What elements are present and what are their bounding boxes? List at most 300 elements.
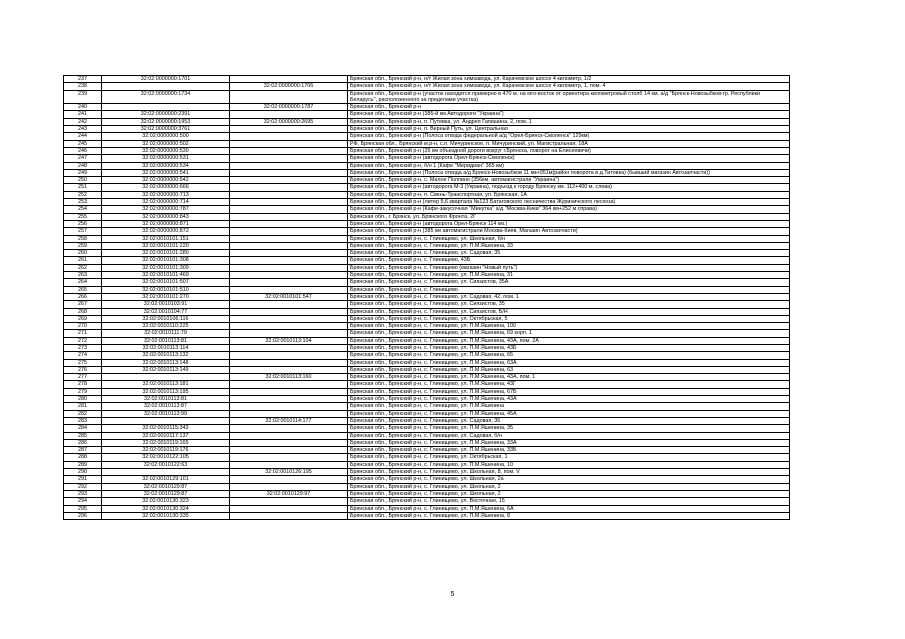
- linked-cadastral-number-cell: [230, 228, 348, 235]
- table-row: [64, 469, 790, 476]
- row-number-cell: 286: [64, 439, 102, 446]
- address-cell: Брянская обл., Брянский р-н, б/н 1 (Кафе "Меридиан" 365 км): [348, 162, 790, 169]
- table-row: [64, 461, 790, 468]
- table-row: [64, 396, 790, 403]
- cadastral-number-cell: 32:02:0010111:79: [102, 330, 230, 337]
- row-number-cell: 244: [64, 133, 102, 140]
- row-number-cell: 241: [64, 111, 102, 118]
- table-row: [64, 432, 790, 439]
- cadastral-number-cell: 32:02:0000000:843: [102, 213, 230, 220]
- linked-cadastral-number-cell: [230, 133, 348, 140]
- address-cell: Брянская обл., Брянский р-н (литер 5,6 квартала №123 Батаговского лесничества Журиничского лесхоза): [348, 199, 790, 206]
- table-row: [64, 83, 790, 90]
- address-cell: Брянская обл., Брянский р-н, с. Глинищево, ул. Сиязистов, 35А: [348, 279, 790, 286]
- address-cell: Брянская обл., Брянский р-н, с. Глинищево, ул. П.М.Яшенина, 8: [348, 512, 790, 519]
- linked-cadastral-number-cell: [230, 111, 348, 118]
- address-cell: Брянская обл., Брянский р-н (Полоса отвода а/д Брянск-Новозыбков 11 км+951м(район поворота в д.Титовка) (бывший магазин Автозапчасти)): [348, 169, 790, 176]
- registry-table-body: [64, 76, 790, 520]
- table-row: [64, 308, 790, 315]
- cadastral-number-cell: [102, 417, 230, 424]
- row-number-cell: 263: [64, 272, 102, 279]
- address-cell: Брянская обл., Брянский р-н, с. Глинищево, 43Б: [348, 257, 790, 264]
- cadastral-number-cell: 32:02:0000000:872: [102, 228, 230, 235]
- address-cell: Брянская обл., Брянский р-н (участок находится примерно в 470 м. на юго-восток от ориентира километровый столб 14 км. а/д "Брянск-Новозыбков-гр. Республики Беларусь", расположенного за пределами участка): [348, 90, 790, 104]
- cadastral-number-cell: 32:02:0010101:280: [102, 250, 230, 257]
- cadastral-number-cell: 32:02:0010115:343: [102, 425, 230, 432]
- row-number-cell: 250: [64, 177, 102, 184]
- linked-cadastral-number-cell: [230, 344, 348, 351]
- linked-cadastral-number-cell: 32:02:0000000:2695: [230, 118, 348, 125]
- row-number-cell: 239: [64, 90, 102, 104]
- table-row: [64, 169, 790, 176]
- table-row: [64, 184, 790, 191]
- row-number-cell: 242: [64, 118, 102, 125]
- cadastral-number-cell: 32:02:0010104:77: [102, 308, 230, 315]
- row-number-cell: 281: [64, 403, 102, 410]
- cadastral-number-cell: 32:02:0010101:151: [102, 235, 230, 242]
- table-row: [64, 147, 790, 154]
- cadastral-number-cell: 32:02:0000000:541: [102, 169, 230, 176]
- linked-cadastral-number-cell: [230, 461, 348, 468]
- row-number-cell: 285: [64, 432, 102, 439]
- table-row: [64, 264, 790, 271]
- linked-cadastral-number-cell: [230, 169, 348, 176]
- linked-cadastral-number-cell: 32:02:0010113:104: [230, 337, 348, 344]
- linked-cadastral-number-cell: 32:02:0000000:1787: [230, 104, 348, 111]
- cadastral-number-cell: 32:02:0010113:87: [102, 403, 230, 410]
- address-cell: Брянская обл., Брянский р-н, с. Глинищево, ул. П.М.Яшенина, 43А: [348, 396, 790, 403]
- table-row: [64, 476, 790, 483]
- address-cell: Брянская обл., Брянский р-н, с. Глинищево, ул. П.М.Яшенина, 35: [348, 425, 790, 432]
- linked-cadastral-number-cell: [230, 147, 348, 154]
- address-cell: Брянская обл., Брянский р-н (Полоса отвода федеральной а/д "Орел-Брянск-Смоленск" 129км): [348, 133, 790, 140]
- cadastral-number-cell: 32:02:0010113:132: [102, 352, 230, 359]
- cadastral-number-cell: 32:02:0010101:510: [102, 286, 230, 293]
- linked-cadastral-number-cell: [230, 315, 348, 322]
- table-row: [64, 191, 790, 198]
- cadastral-number-cell: 32:02:0000000:1953: [102, 118, 230, 125]
- row-number-cell: 269: [64, 315, 102, 322]
- cadastral-number-cell: [102, 104, 230, 111]
- linked-cadastral-number-cell: [230, 432, 348, 439]
- table-row: [64, 344, 790, 351]
- linked-cadastral-number-cell: [230, 403, 348, 410]
- address-cell: Брянская обл., Брянский р-н, п. Путевка, ул. Андрея Гапишина, 2, пом. 1: [348, 118, 790, 125]
- cadastral-number-cell: [102, 83, 230, 90]
- cadastral-number-cell: 32:02:0000000:1734: [102, 90, 230, 104]
- linked-cadastral-number-cell: [230, 206, 348, 213]
- row-number-cell: 289: [64, 461, 102, 468]
- linked-cadastral-number-cell: [230, 308, 348, 315]
- linked-cadastral-number-cell: 32:02:0010101:547: [230, 293, 348, 300]
- cadastral-number-cell: 32:02:0000000:2391: [102, 111, 230, 118]
- address-cell: Брянская обл., Брянский р-н, с. Глинищево, ул. Садовая, 35: [348, 250, 790, 257]
- cadastral-number-cell: 32:02:0010106:116: [102, 315, 230, 322]
- linked-cadastral-number-cell: [230, 381, 348, 388]
- row-number-cell: 261: [64, 257, 102, 264]
- address-cell: Брянская обл., Брянский р-н, с. Глинищево, ул. Сиязистов, Б/Н: [348, 308, 790, 315]
- table-row: [64, 90, 790, 104]
- cadastral-number-cell: 32:02:0010101:270: [102, 293, 230, 300]
- table-row: [64, 403, 790, 410]
- row-number-cell: 257: [64, 228, 102, 235]
- table-row: [64, 213, 790, 220]
- table-row: [64, 483, 790, 490]
- table-row: [64, 126, 790, 133]
- table-row: [64, 257, 790, 264]
- table-row: [64, 417, 790, 424]
- linked-cadastral-number-cell: [230, 264, 348, 271]
- linked-cadastral-number-cell: [230, 330, 348, 337]
- linked-cadastral-number-cell: [230, 301, 348, 308]
- cadastral-number-cell: 32:02:0010101:220: [102, 242, 230, 249]
- row-number-cell: 251: [64, 184, 102, 191]
- cadastral-number-cell: 32:02:0010110:225: [102, 323, 230, 330]
- linked-cadastral-number-cell: [230, 359, 348, 366]
- cadastral-number-cell: 32:02:0010113:149: [102, 366, 230, 373]
- table-row: [64, 220, 790, 227]
- cadastral-number-cell: 32:02:0000000:666: [102, 184, 230, 191]
- row-number-cell: 262: [64, 264, 102, 271]
- linked-cadastral-number-cell: 32:02:0010126:195: [230, 469, 348, 476]
- cadastral-number-cell: 32:02:0000000:713: [102, 191, 230, 198]
- linked-cadastral-number-cell: 32:02:0010114:177: [230, 417, 348, 424]
- linked-cadastral-number-cell: [230, 279, 348, 286]
- row-number-cell: 288: [64, 454, 102, 461]
- row-number-cell: 268: [64, 308, 102, 315]
- row-number-cell: 243: [64, 126, 102, 133]
- address-cell: Брянская обл., Брянский р-н, с. Глинищево, ул. Октябрьская, 5: [348, 315, 790, 322]
- row-number-cell: 292: [64, 483, 102, 490]
- linked-cadastral-number-cell: [230, 366, 348, 373]
- linked-cadastral-number-cell: [230, 257, 348, 264]
- linked-cadastral-number-cell: [230, 126, 348, 133]
- table-row: [64, 235, 790, 242]
- address-cell: Брянская обл., Брянский р-н, с. Глинищево, ул. Садовая, 36: [348, 417, 790, 424]
- address-cell: Брянская обл., Брянский р-н, с. Глинищево, ул. П.М.Яшенина: [348, 403, 790, 410]
- table-row: [64, 111, 790, 118]
- address-cell: Брянская обл., Брянский р-н, с. Глинищево, ул. П.М.Яшенина, 43А, пом. 1: [348, 374, 790, 381]
- table-row: [64, 118, 790, 125]
- address-cell: Брянская обл., Брянский р-н, н/т Жилая зона химзавода, ул. Карачевское шоссе 4 километр, 1/2: [348, 76, 790, 83]
- cadastral-number-cell: 32:02:0010117:137: [102, 432, 230, 439]
- table-row: [64, 140, 790, 147]
- cadastral-number-cell: 32:02:0010130:335: [102, 512, 230, 519]
- address-cell: Брянская обл., Брянский р-н, с. Глинищево, ул. П.М.Яшенина, 43А, пом. 2А: [348, 337, 790, 344]
- linked-cadastral-number-cell: [230, 140, 348, 147]
- row-number-cell: 249: [64, 169, 102, 176]
- cadastral-number-cell: 32:02:0010113:99: [102, 410, 230, 417]
- table-row: [64, 242, 790, 249]
- table-row: [64, 447, 790, 454]
- table-row: [64, 512, 790, 519]
- row-number-cell: 290: [64, 469, 102, 476]
- address-cell: Брянская обл., Брянский р-н, с. Глинищево, ул. П.М.Яшенина, 67Б: [348, 388, 790, 395]
- cadastral-number-cell: 32:02:0000000:500: [102, 133, 230, 140]
- linked-cadastral-number-cell: [230, 90, 348, 104]
- address-cell: Брянская обл., Брянский р-н, с. Глинищево: [348, 286, 790, 293]
- cadastral-number-cell: 32:02:0010113:148: [102, 359, 230, 366]
- registry-table-container: [63, 75, 789, 520]
- table-row: [64, 410, 790, 417]
- row-number-cell: 264: [64, 279, 102, 286]
- address-cell: Брянская обл., Брянский р-н, с. Глинищево, ул. Школьная, б/н: [348, 235, 790, 242]
- table-row: [64, 315, 790, 322]
- row-number-cell: 254: [64, 206, 102, 213]
- address-cell: Брянская обл., Брянский р-н, с. Глинищево, ул. Школьная, 8, пом. V: [348, 469, 790, 476]
- row-number-cell: 259: [64, 242, 102, 249]
- row-number-cell: 256: [64, 220, 102, 227]
- address-cell: Брянская обл., Брянский р-н, с. Малое Полпино (356км. автомагистрали "Украина"): [348, 177, 790, 184]
- row-number-cell: 278: [64, 381, 102, 388]
- address-cell: Брянская обл., Брянский р-н (385-й км Автодороги "Украина"): [348, 111, 790, 118]
- linked-cadastral-number-cell: [230, 191, 348, 198]
- linked-cadastral-number-cell: [230, 220, 348, 227]
- table-row: [64, 439, 790, 446]
- cadastral-number-cell: 32:02:0000000:787: [102, 206, 230, 213]
- address-cell: Брянская обл., Брянский р-н, с. Глинищево, ул. П.М.Яшенина, 63А: [348, 359, 790, 366]
- row-number-cell: 296: [64, 512, 102, 519]
- address-cell: Брянская обл., Брянский р-н, с. Глинищево, ул. П.М.Яшенина, 6А: [348, 505, 790, 512]
- cadastral-number-cell: 32:02:0010129:101: [102, 476, 230, 483]
- row-number-cell: 295: [64, 505, 102, 512]
- linked-cadastral-number-cell: [230, 162, 348, 169]
- table-row: [64, 323, 790, 330]
- cadastral-number-cell: 32:02:0010122:105: [102, 454, 230, 461]
- linked-cadastral-number-cell: [230, 388, 348, 395]
- cadastral-number-cell: 32:02:0010122:63: [102, 461, 230, 468]
- row-number-cell: 293: [64, 490, 102, 497]
- address-cell: Брянская обл., Брянский р-н (26 км объездной дороги вокруг г.Брянска, поворот на Елисеевичи): [348, 147, 790, 154]
- row-number-cell: 246: [64, 147, 102, 154]
- row-number-cell: 267: [64, 301, 102, 308]
- row-number-cell: 273: [64, 344, 102, 351]
- row-number-cell: 291: [64, 476, 102, 483]
- linked-cadastral-number-cell: [230, 199, 348, 206]
- linked-cadastral-number-cell: [230, 410, 348, 417]
- table-row: [64, 228, 790, 235]
- linked-cadastral-number-cell: [230, 184, 348, 191]
- row-number-cell: 283: [64, 417, 102, 424]
- row-number-cell: 282: [64, 410, 102, 417]
- table-row: [64, 301, 790, 308]
- table-row: [64, 490, 790, 497]
- address-cell: Брянская обл., Брянский р-н, с. Глинищево, ул. П.М.Яшенина, 100: [348, 323, 790, 330]
- address-cell: Брянская обл., Брянский р-н (385 км автомагистрали Москва-Киев, Магазин Автозапчасти): [348, 228, 790, 235]
- linked-cadastral-number-cell: [230, 498, 348, 505]
- cadastral-number-cell: 32:02:0010101:308: [102, 257, 230, 264]
- linked-cadastral-number-cell: [230, 323, 348, 330]
- table-row: [64, 330, 790, 337]
- address-cell: Брянская обл., Брянский р-н, с. Глинищево, ул. П.М.Яшенина, 33А: [348, 439, 790, 446]
- cadastral-number-cell: 32:02:0000000:714: [102, 199, 230, 206]
- table-row: [64, 388, 790, 395]
- cadastral-number-cell: 32:02:0000000:502: [102, 140, 230, 147]
- address-cell: Брянская обл., Брянский р-н, н/т Жилая зона химзавода, ул. Карачевское шоссе 4 километр, 1, пом. 4: [348, 83, 790, 90]
- address-cell: РФ, Брянская обл., Брянский м.р-н, с.п. Мичуринское, п. Мичуринский, ул. Магистральная, 18А: [348, 140, 790, 147]
- table-row: [64, 133, 790, 140]
- address-cell: Брянская обл., Брянский р-н, с. Глинищево, ул. П.М.Яшенина, 63: [348, 366, 790, 373]
- address-cell: Брянская обл., Брянский р-н (Кафе-закусочная "Минутка" а/д "Москва-Киев" 364 км+252 м справа): [348, 206, 790, 213]
- table-row: [64, 104, 790, 111]
- page-number: 5: [450, 591, 455, 598]
- row-number-cell: 277: [64, 374, 102, 381]
- table-row: [64, 425, 790, 432]
- cadastral-number-cell: 32:02:0000000:531: [102, 155, 230, 162]
- address-cell: Брянская обл., Брянский р-н, с. Глинищево, ул. Восточная, 15: [348, 498, 790, 505]
- row-number-cell: 280: [64, 396, 102, 403]
- row-number-cell: 252: [64, 191, 102, 198]
- table-row: [64, 286, 790, 293]
- row-number-cell: 287: [64, 447, 102, 454]
- cadastral-number-cell: 32:02:0010113:81: [102, 337, 230, 344]
- row-number-cell: 240: [64, 104, 102, 111]
- table-row: [64, 177, 790, 184]
- cadastral-number-cell: 32:02:0010113:81: [102, 396, 230, 403]
- cadastral-number-cell: 32:02:0000000:534: [102, 162, 230, 169]
- linked-cadastral-number-cell: [230, 213, 348, 220]
- table-row: [64, 381, 790, 388]
- linked-cadastral-number-cell: 32:02:0010113:160: [230, 374, 348, 381]
- row-number-cell: 276: [64, 366, 102, 373]
- address-cell: Брянская обл., Брянский р-н, с. Глинищево, ул. П.М.Яшенина, 10: [348, 461, 790, 468]
- cadastral-number-cell: 32:02:0010119:165: [102, 439, 230, 446]
- cadastral-number-cell: 32:02:0010130:323: [102, 498, 230, 505]
- linked-cadastral-number-cell: [230, 242, 348, 249]
- row-number-cell: 271: [64, 330, 102, 337]
- cadastral-number-cell: 32:02:0010113:195: [102, 388, 230, 395]
- cadastral-number-cell: 32:02:0010119:176: [102, 447, 230, 454]
- table-row: [64, 374, 790, 381]
- cadastral-number-cell: [102, 374, 230, 381]
- table-row: [64, 162, 790, 169]
- linked-cadastral-number-cell: [230, 286, 348, 293]
- linked-cadastral-number-cell: [230, 439, 348, 446]
- row-number-cell: 238: [64, 83, 102, 90]
- table-row: [64, 366, 790, 373]
- cadastral-number-cell: 32:02:0000000:542: [102, 177, 230, 184]
- table-row: [64, 279, 790, 286]
- table-row: [64, 454, 790, 461]
- cadastral-number-cell: 32:02:0000000:1701: [102, 76, 230, 83]
- table-row: [64, 272, 790, 279]
- linked-cadastral-number-cell: [230, 425, 348, 432]
- address-cell: Брянская обл., Брянский р-н, с. Глинищево, ул. П.М.Яшенина, 43Г: [348, 381, 790, 388]
- address-cell: Брянская обл., Брянский р-н, с. Глинищево, ул. Школьная, 2: [348, 483, 790, 490]
- row-number-cell: 237: [64, 76, 102, 83]
- row-number-cell: 265: [64, 286, 102, 293]
- linked-cadastral-number-cell: [230, 454, 348, 461]
- linked-cadastral-number-cell: 32:02:0000000:1706: [230, 83, 348, 90]
- table-row: [64, 76, 790, 83]
- cadastral-number-cell: 32:02:0010103:91: [102, 301, 230, 308]
- row-number-cell: 255: [64, 213, 102, 220]
- address-cell: Брянская обл., Брянский р-н, с. Глинищево, ул. П.М.Яшенина, 31: [348, 272, 790, 279]
- row-number-cell: 260: [64, 250, 102, 257]
- linked-cadastral-number-cell: [230, 250, 348, 257]
- linked-cadastral-number-cell: [230, 396, 348, 403]
- address-cell: Брянская обл., Брянский р-н (автодорога Орел-Брянск-Смоленск): [348, 155, 790, 162]
- address-cell: Брянская обл., Брянский р-н, с. Глинищево, ул. Садовая, 42, пом. 1: [348, 293, 790, 300]
- row-number-cell: 272: [64, 337, 102, 344]
- cadastral-number-cell: 32:02:0010101:309: [102, 264, 230, 271]
- table-row: [64, 155, 790, 162]
- table-row: [64, 199, 790, 206]
- linked-cadastral-number-cell: [230, 505, 348, 512]
- linked-cadastral-number-cell: [230, 272, 348, 279]
- row-number-cell: 270: [64, 323, 102, 330]
- address-cell: Брянская обл., Брянский р-н, с. Глинищево, ул. П.М.Яшенина, 43Б: [348, 344, 790, 351]
- address-cell: Брянская обл., Брянский р-н, п. Свень-Транспортная, ул. Брянская, 1А: [348, 191, 790, 198]
- address-cell: Брянская обл., Брянский р-н, с. Глинищево, ул. П.М.Яшенина, 33: [348, 242, 790, 249]
- linked-cadastral-number-cell: [230, 155, 348, 162]
- cadastral-number-cell: 32:02:0000000:871: [102, 220, 230, 227]
- address-cell: Брянская обл., Брянский р-н: [348, 104, 790, 111]
- address-cell: Брянская обл., Брянский р-н, с. Глинищево, ул. Школьная, 2: [348, 490, 790, 497]
- cadastral-number-cell: 32:02:0000000:530: [102, 147, 230, 154]
- linked-cadastral-number-cell: [230, 235, 348, 242]
- linked-cadastral-number-cell: [230, 512, 348, 519]
- table-row: [64, 250, 790, 257]
- address-cell: Брянская обл., Брянский р-н, с. Глинищево, ул. П.М.Яшенина, 65: [348, 352, 790, 359]
- cadastral-number-cell: 32:02:0000000:3761: [102, 126, 230, 133]
- table-row: [64, 337, 790, 344]
- address-cell: Брянская обл., Брянский р-н, п. Верный Путь, ул. Центральная: [348, 126, 790, 133]
- table-row: [64, 505, 790, 512]
- cadastral-number-cell: 32:02:0010113:181: [102, 381, 230, 388]
- cadastral-number-cell: 32:02:0010113:114: [102, 344, 230, 351]
- linked-cadastral-number-cell: [230, 352, 348, 359]
- row-number-cell: 253: [64, 199, 102, 206]
- cadastral-number-cell: [102, 469, 230, 476]
- row-number-cell: 247: [64, 155, 102, 162]
- table-row: [64, 293, 790, 300]
- table-row: [64, 359, 790, 366]
- address-cell: Брянская обл., Брянский р-н (автодорога Орел-Брянск 114 км.): [348, 220, 790, 227]
- address-cell: Брянская обл., г. Брянск, ул. Брянского Фронта, 2Г: [348, 213, 790, 220]
- row-number-cell: 248: [64, 162, 102, 169]
- row-number-cell: 279: [64, 388, 102, 395]
- row-number-cell: 284: [64, 425, 102, 432]
- linked-cadastral-number-cell: 32:02:0010129:97: [230, 490, 348, 497]
- row-number-cell: 274: [64, 352, 102, 359]
- table-row: [64, 352, 790, 359]
- row-number-cell: 258: [64, 235, 102, 242]
- address-cell: Брянская обл., Брянский р-н, с. Глинищево, ул. Октябрьская, 1: [348, 454, 790, 461]
- address-cell: Брянская обл., Брянский р-н, с. Глинищево, ул. П.М.Яшенина, 69 корп. 1: [348, 330, 790, 337]
- cadastral-number-cell: 32:02:0010130:324: [102, 505, 230, 512]
- address-cell: Брянская обл., Брянский р-н, с. Глинищево, ул. Сиязистов, 35: [348, 301, 790, 308]
- row-number-cell: 294: [64, 498, 102, 505]
- table-row: [64, 498, 790, 505]
- linked-cadastral-number-cell: [230, 483, 348, 490]
- cadastral-number-cell: 32:02:0010129:87: [102, 490, 230, 497]
- address-cell: Брянская обл., Брянский р-н, с. Глинищево, ул. Школьная, 2а: [348, 476, 790, 483]
- address-cell: Брянская обл., Брянский р-н, с. Глинищево, ул. Садовая, б/н: [348, 432, 790, 439]
- row-number-cell: 245: [64, 140, 102, 147]
- linked-cadastral-number-cell: [230, 476, 348, 483]
- cadastral-number-cell: 32:02:0010129:87: [102, 483, 230, 490]
- cadastral-number-cell: 32:02:0010101:469: [102, 272, 230, 279]
- table-row: [64, 206, 790, 213]
- registry-table: [63, 75, 790, 520]
- address-cell: Брянская обл., Брянский р-н (автодорога М-3 (Украина), подъезд к городу Брянску км. 112+400 м. слева): [348, 184, 790, 191]
- linked-cadastral-number-cell: [230, 76, 348, 83]
- row-number-cell: 275: [64, 359, 102, 366]
- address-cell: Брянская обл., Брянский р-н, с. Глинищево, ул. П.М.Яшенина, 45А: [348, 410, 790, 417]
- linked-cadastral-number-cell: [230, 447, 348, 454]
- address-cell: Брянская обл., Брянский р-н, с. Глинищево (магазин "Новый путь"): [348, 264, 790, 271]
